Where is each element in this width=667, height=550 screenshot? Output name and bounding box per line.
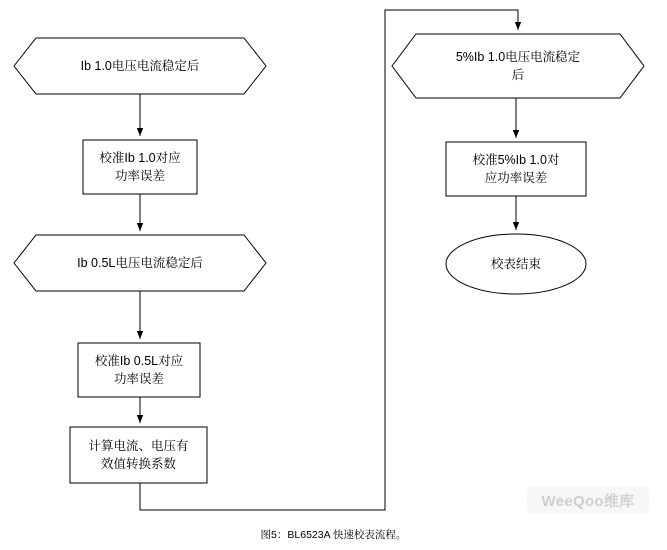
node-compute-rms-coefficients xyxy=(70,427,207,483)
node-5pct-ib10-condition xyxy=(392,34,644,98)
node-label-5pct-ib10-condition: 5%Ib 1.0电压电流稳定 后 xyxy=(455,49,581,82)
node-label-calibrate-ib10: 校准Ib 1.0对应 功率误差 xyxy=(99,150,181,183)
node-ib10-condition xyxy=(14,38,266,94)
node-label-calibrate-5pct-ib10: 校准5%Ib 1.0对 应功率误差 xyxy=(472,152,560,185)
node-calibrate-ib10 xyxy=(83,140,197,194)
node-label-compute-rms-coefficients: 计算电流、电压有 效值转换系数 xyxy=(88,438,189,471)
watermark: WeeQoo维库 xyxy=(527,487,649,513)
node-calibrate-ib05l xyxy=(78,343,200,397)
node-calibrate-5pct-ib10 xyxy=(446,142,586,196)
node-label-end: 校表结束 xyxy=(490,256,541,271)
node-label-ib10-condition: Ib 1.0电压电流稳定后 xyxy=(80,58,200,73)
node-label-ib05l-condition: Ib 0.5L电压电流稳定后 xyxy=(77,255,203,270)
node-ib05l-condition xyxy=(14,235,266,291)
node-label-calibrate-ib05l: 校准Ib 0.5L对应 功率误差 xyxy=(94,353,184,386)
node-end xyxy=(446,234,586,294)
figure-caption: 图5：BL6523A 快速校表流程。 xyxy=(260,529,407,541)
